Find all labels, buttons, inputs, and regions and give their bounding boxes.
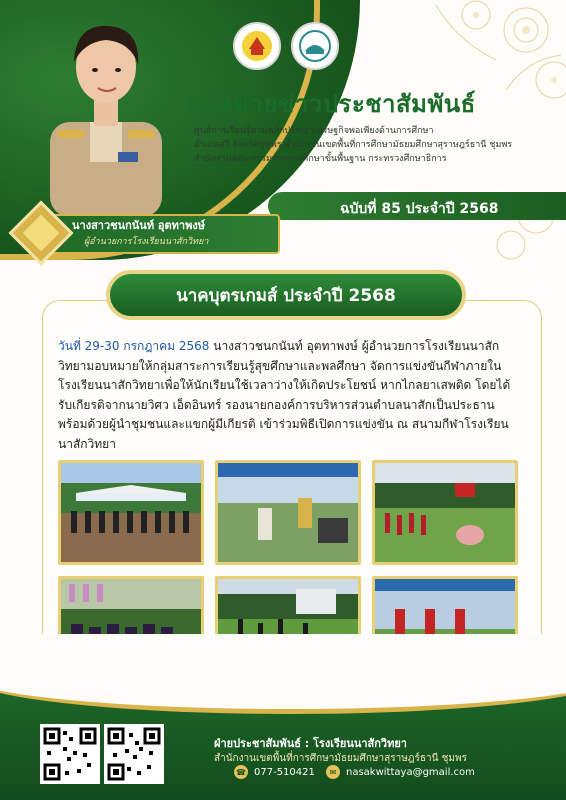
issue-number: ฉบับที่ 85 ประจำปี 2568 (340, 201, 499, 217)
newsletter-title: จดหมายข่าวประชาสัมพันธ์ (186, 90, 476, 118)
qr-code-icon[interactable] (40, 724, 100, 784)
email-icon: ✉ (326, 765, 340, 779)
director-title: ผู้อำนวยการโรงเรียนนาสักวิทยา (84, 237, 209, 247)
subtitle-line-2: อำเภอสวี จังหวัดชุมพร สำนักงานเขตพื้นที่การศึกษามัธยมศึกษาสุราษฎร์ธานี ชุมพร (194, 140, 513, 150)
event-title-banner (106, 270, 466, 320)
logo-group (233, 22, 339, 70)
email-address: nasakwittaya@gmail.com (346, 766, 475, 778)
footer-title: ฝ่ายประชาสัมพันธ์ : โรงเรียนนาสักวิทยา (214, 737, 407, 750)
event-photo-1 (58, 460, 204, 565)
event-date: วันที่ 29-30 กรกฎาคม 2568 (58, 339, 210, 353)
school-logo-icon (233, 22, 281, 70)
footer-subtitle: สำนักงานเขตพื้นที่การศึกษามัธยมศึกษาสุราษฎร์ธานี ชุมพร (214, 753, 467, 764)
phone-contact[interactable] (234, 765, 315, 779)
director-portrait (30, 12, 180, 217)
subtitle-line-1: ศูนย์การเรียนรู้ตามหลักปรัชญาเศรษฐกิจพอเพียงด้านการศึกษา (194, 126, 434, 136)
phone-number: 077-510421 (254, 766, 315, 778)
footer-curve (0, 634, 566, 714)
email-contact[interactable] (326, 765, 475, 779)
subtitle-line-3: สำนักงานคณะกรรมการการศึกษาขั้นพื้นฐาน กระทรวงศึกษาธิการ (194, 154, 447, 164)
header-subtitle (194, 124, 524, 166)
event-photo-2 (215, 460, 361, 565)
office-logo-icon (291, 22, 339, 70)
phone-icon: ☎ (234, 765, 248, 779)
qr-code-icon[interactable] (104, 724, 164, 784)
event-body: นางสาวชนกนันท์ อุตทาพงษ์ ผู้อำนวยการโรงเรียนนาสักวิทยามอบหมายให้กลุ่มสาระการเรียนรู้สุขศึกษาและพลศึกษา จัดการแข่งขันกีฬาภายในโรงเรียนนาสักวิทยาเพื่อให้นักเรียนใช้เวลาว่างให้เกิดประโยชน์ หากไกลยาเสพติด โดยได้รับเกียรติจากนายวิศว เอ็ดอินทร์ รองนายกองค์การบริหารส่วนตำบลนาสักเป็นประธานพร้อมด้วยผู้นำชุมชนและแขกผู้มีเกียรติ เข้าร่วมพิธีเปิดการแข่งขัน ณ สนามกีฬาโรงเรียนนาสักวิทยา (58, 339, 511, 451)
event-photo-3 (372, 460, 518, 565)
director-name: นางสาวชนกนันท์ อุตทาพงษ์ (72, 219, 205, 232)
event-title: นาคบุตรเกมส์ ประจำปี 2568 (176, 285, 396, 306)
event-paragraph (58, 337, 518, 454)
